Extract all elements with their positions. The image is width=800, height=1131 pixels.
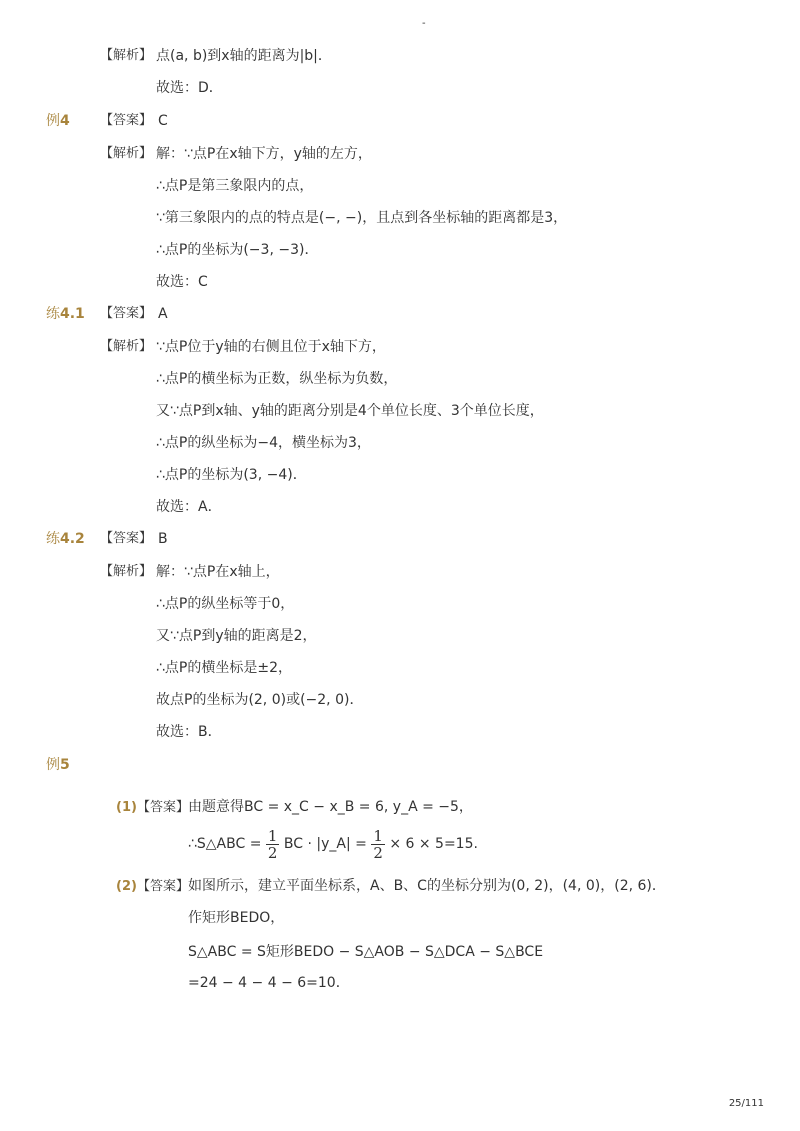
- analysis-tag: 【解析】: [100, 48, 153, 63]
- solution-line: 又∵点P到x轴、y轴的距离分别是4个单位长度、3个单位长度，: [156, 403, 544, 419]
- page-number: 25/111: [728, 1098, 764, 1109]
- solution-line: ∵第三象限内的点的特点是(−, −)，且点到各坐标轴的距离都是3，: [156, 210, 568, 226]
- answer-value: C: [158, 113, 168, 129]
- part-1-header: [116, 797, 189, 818]
- solution-line: 故点P的坐标为(2, 0)或(−2, 0)．: [156, 692, 364, 708]
- example-5-label: [46, 755, 70, 775]
- formula-rhs: × 6 × 5=15.: [389, 836, 478, 852]
- solution-line: 故选：C: [156, 274, 208, 290]
- label-num: 5: [60, 757, 70, 773]
- analysis-tag: 【解析】: [100, 339, 153, 354]
- solution-line: ∴点P的纵坐标为−4，横坐标为3，: [156, 435, 371, 451]
- example-4-label: [46, 111, 70, 131]
- top-mark: -: [422, 18, 426, 29]
- label-prefix: 例: [46, 113, 60, 129]
- formula-lhs: ∴S△ABC =: [188, 836, 266, 852]
- label-num: 4.1: [60, 306, 85, 322]
- fraction-half: $\frac{1}{2}$: [373, 826, 383, 862]
- part-2-line-3: S△ABC = S矩形BEDO − S△AOB − S△DCA − S△BCE: [188, 944, 544, 960]
- part-2-line-4: =24 − 4 − 4 − 6=10．: [188, 975, 350, 991]
- answer-value: B: [158, 531, 168, 547]
- analysis-tag: 【解析】: [100, 564, 153, 579]
- label-num: 4: [60, 113, 70, 129]
- practice-4-1-label: [46, 304, 85, 324]
- part-number: (2): [116, 879, 137, 894]
- practice-4-2-label: [46, 529, 85, 549]
- answer-tag: 【答案】: [100, 306, 153, 321]
- label-prefix: 练: [46, 531, 60, 547]
- label-prefix: 例: [46, 757, 60, 773]
- solution-line: ∴点P是第三象限内的点，: [156, 178, 314, 194]
- answer-tag: 【答案】: [136, 800, 189, 815]
- formula-mid: BC · |y_A| =: [283, 836, 372, 852]
- solution-line: ∴点P的坐标为(−3, −3)．: [156, 242, 319, 258]
- solution-line: 又∵点P到y轴的距离是2，: [156, 628, 317, 644]
- choice-line: 故选：D．: [156, 80, 223, 96]
- analysis-line: 点(a, b)到x轴的距离为|b|．: [156, 48, 332, 64]
- part-1-line-2: [188, 826, 478, 862]
- solution-line: ∴点P的纵坐标等于0，: [156, 596, 295, 612]
- analysis-tag: 【解析】: [100, 146, 153, 161]
- part-number: (1): [116, 800, 137, 815]
- answer-tag: 【答案】: [136, 879, 189, 894]
- part-2-line-1: 如图所示，建立平面坐标系，A、B、C的坐标分别为(0, 2)，(4, 0)，(2, 6)．: [188, 878, 666, 894]
- answer-tag: 【答案】: [100, 531, 153, 546]
- answer-tag: 【答案】: [100, 113, 153, 128]
- part-2-header: [116, 876, 189, 897]
- solution-line: 故选：A．: [156, 499, 222, 515]
- solution-line: 故选：B．: [156, 724, 222, 740]
- solution-line: ∴点P的坐标为(3, −4)．: [156, 467, 307, 483]
- label-num: 4.2: [60, 531, 85, 547]
- label-prefix: 练: [46, 306, 60, 322]
- solution-line: 解：∵点P在x轴上，: [156, 564, 280, 580]
- part-1-line-1: 由题意得BC = x_C − x_B = 6, y_A = −5，: [188, 799, 473, 815]
- solution-line: 解：∵点P在x轴下方，y轴的左方，: [156, 146, 372, 162]
- solution-line: ∴点P的横坐标为正数，纵坐标为负数，: [156, 371, 398, 387]
- solution-line: ∴点P的横坐标是±2，: [156, 660, 292, 676]
- solution-line: ∵点P位于y轴的右侧且位于x轴下方，: [156, 339, 386, 355]
- part-2-line-2: 作矩形BEDO，: [188, 910, 285, 926]
- answer-value: A: [158, 306, 168, 322]
- fraction-half: $\frac{1}{2}$: [267, 826, 278, 862]
